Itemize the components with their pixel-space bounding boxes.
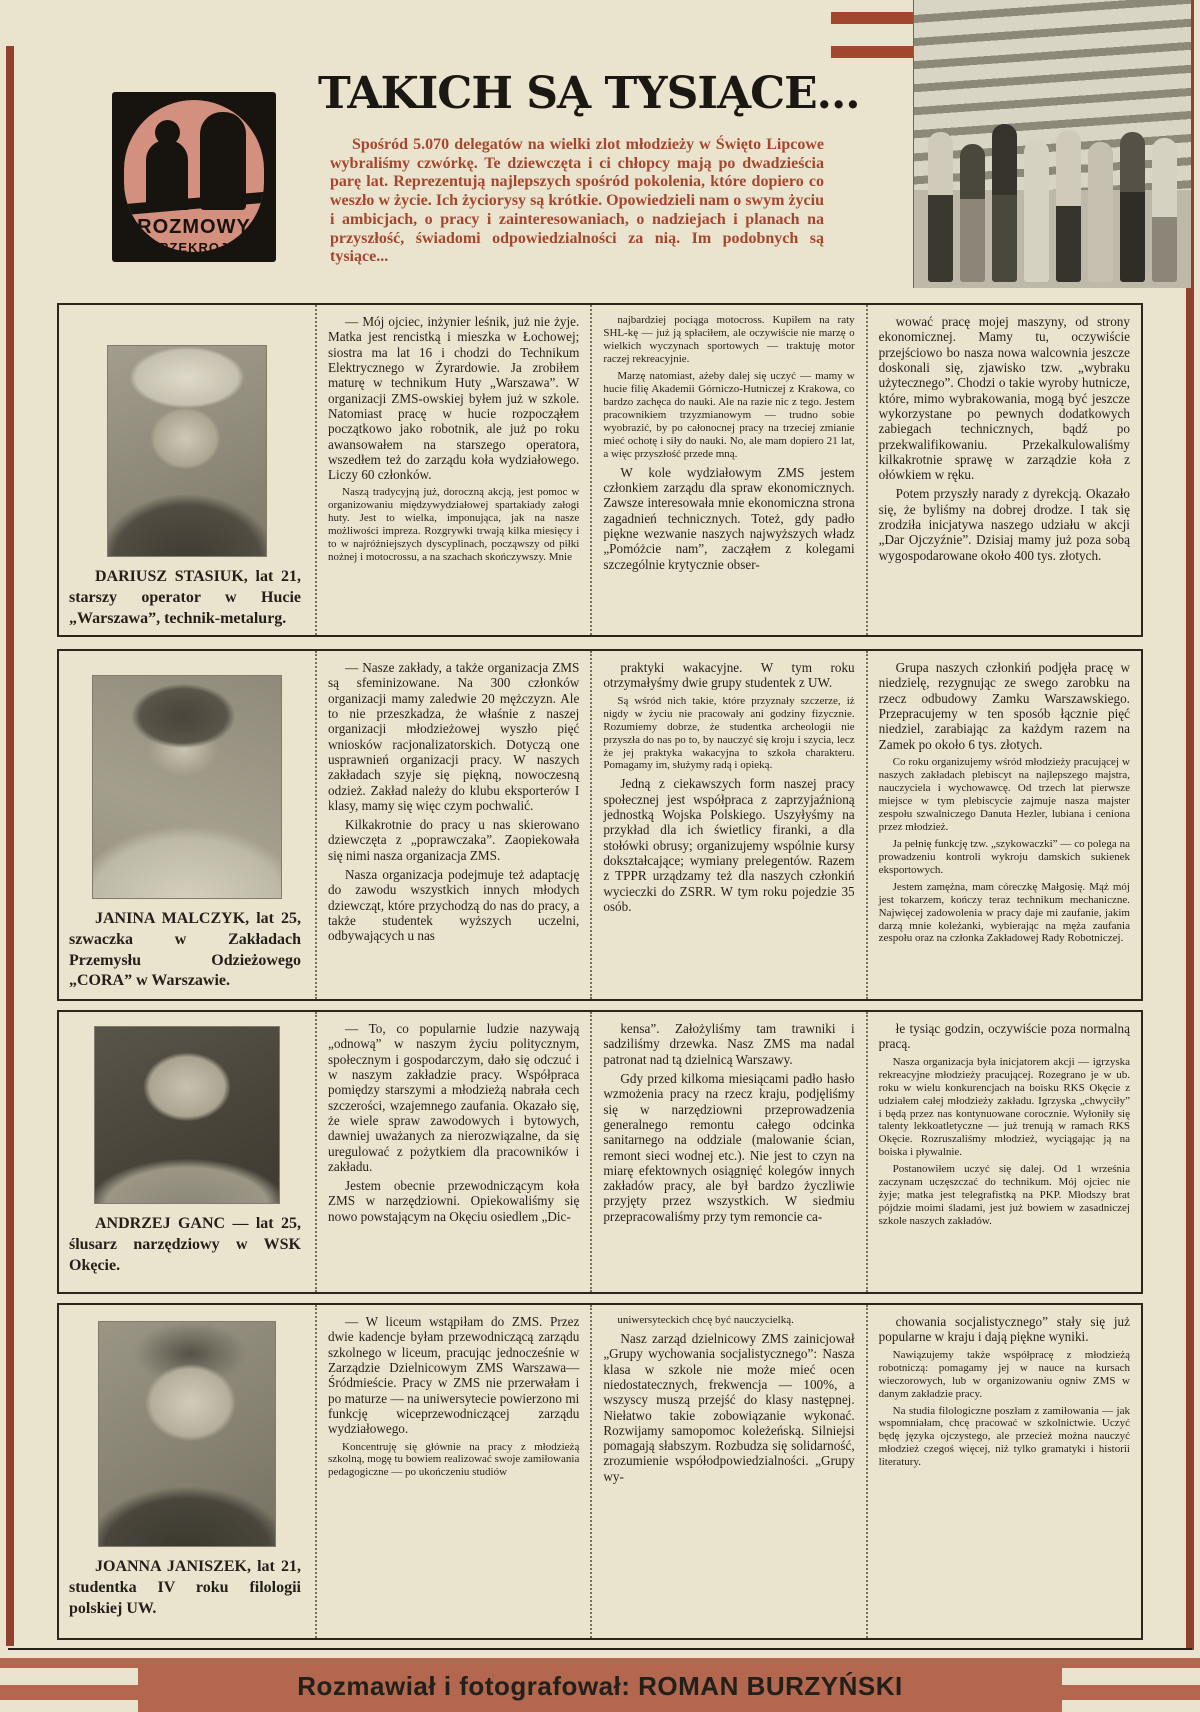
article-column (866, 1305, 1141, 1638)
article-column (315, 1305, 590, 1638)
article-paragraph: praktyki wakacyjne. W tym roku otrzymałyśmy dwie grupy studentek z UW. (603, 660, 855, 691)
article-paragraph: Nasza organizacja podejmuje też adaptację do zawodu wszystkich innych młodych dziewcząt, które przychodzą do nas do pracy, a także studentek wyższych uczelni, odbywających u nas (328, 867, 580, 944)
page-title: TAKICH SĄ TYSIĄCE... (318, 68, 860, 119)
article-paragraph: — Mój ojciec, inżynier leśnik, już nie żyje. Matka jest rencistką i mieszka w Łochowej; siostra ma lat 16 i chodzi do Technikum Elektrycznego w Żyrardowie. Ja zrobiłem maturę w technikum Huty „Warszawa”. W organizacji ZMS-owskiej byłem już w szkole. Natomiast pracę w hucie rozpocząłem początkowo jako robotnik, ale już po roku awansowałem na starszego operatora, wszedłem też do zarządu koła wydziałowego. Liczy 60 członków. (328, 314, 580, 483)
article-paragraph: Nasz zarząd dzielnicowy ZMS zainicjował „Grupy wychowania socjalistycznego”: Nasza klasa w szkole nie może mieć ocen niedostatecznych, frekwencja — 100%, a wszyscy muszą przejść do klasy następnej. Niełatwo takie zobowiązanie wykonać. Rozwijamy samopomoc koleżeńską. Silniejsi pomagają słabszym. Rozbudza się solidarność, zrozumienie współodpowiedzialności. „Grupy wy- (603, 1330, 855, 1484)
article-paragraph: Potem przyszły narady z dyrekcją. Okazało się, że byliśmy na dobrej drodze. I tak się zrodziła inicjatywa naszego udziału w akcji „Dar Ojczyźnie”. Dzisiaj mamy już poza sobą wygospodarowane około 400 tys. złotych. (878, 486, 1130, 563)
article-paragraph: Kilkakrotnie do pracy u nas skierowano dziewczęta z „poprawczaka”. Zaopiekowała się nimi nasza organizacja ZMS. (328, 817, 580, 863)
person-figure (1056, 130, 1081, 282)
article-paragraph: uniwersyteckich chcę być nauczycielką. (617, 1314, 794, 1326)
photo-caption: JANINA MALCZYK, lat 25, szwaczka w Zakładach Przemysłu Odzieżowego „CORA” w Warszawie. (69, 910, 301, 990)
credit-banner (0, 1658, 1200, 1712)
article-paragraph: kensa”. Założyliśmy tam trawniki i sadziliśmy drzewka. Nasz ZMS ma nadal patronat nad tą dzielnicą Warszawy. (603, 1021, 855, 1067)
person-figure (1024, 140, 1049, 282)
article-paragraph: Naszą tradycyjną już, doroczną akcją, jest pomoc w organizowaniu międzywydziałowej spartakiady załogi huty. Jest to wielka, imponująca, jak na nasze możliwości impreza. Rozgrywki trwają kilka miesięcy i to w najróżniejszych dyscyplinach, począwszy od piłki nożnej i motocrossu, a na szachach skończywszy. Mnie (328, 486, 580, 564)
article-paragraph: Co roku organizujemy wśród młodzieży pracującej w naszych zakładach plebiscyt na najlepszego majstra, nauczyciela i wychowawcę. Od trzech lat pierwsze miejsce w tym plebiscycie zajmuje nasza majster zespołu szwalniczego Danuta Hezler, lubiana i ceniona przez młodzież. (878, 755, 1130, 833)
person-figure (928, 132, 953, 282)
article-paragraph: łe tysiąc godzin, oczywiście poza normalną pracą. (878, 1021, 1130, 1052)
article-paragraph: Gdy przed kilkoma miesiącami padło hasło wzmożenia pracy na rzecz kraju, podjęliśmy się w narzędziowni przeprowadzenia generalnego remontu całego odcinka sanitarnego na oddziale (malowanie ścian, remont sieci wodnej etc.). Nie jest to czyn na miarę efektownych osiągnięć kolegów innych zakładów pracy, ale był bardzo życzliwie przyjęty przez wszystkich. W siedmiu przepracowaliśmy przy tym remoncie ca- (603, 1070, 855, 1224)
logo-text-rozmowy: ROZMOWY (137, 216, 251, 238)
article-column (866, 651, 1141, 999)
portrait-photo (94, 1026, 280, 1204)
portrait-photo (92, 675, 282, 899)
decorative-stripe (831, 12, 914, 24)
intro-paragraph: Spośród 5.070 delegatów na wielki zlot młodzieży w Święto Lipcowe wybraliśmy czwórkę. Te dziewczęta i ci chłopcy mają po dwadzieścia parę lat. Reprezentują najlepszych spośród pokolenia, które dopiero co weszło w życie. Ich życiorysy są krótkie. Opowiedzieli nam o swym życiu i ambicjach, o pracy i zainteresowaniach, o nadziejach i planach na przyszłość, świadomi odpowiedzialności za nią. Im podobnych są tysiące... (330, 136, 824, 266)
article-paragraph: — To, co popularnie ludzie nazywają „odnową” w naszym życiu politycznym, społecznym i gospodarczym, dało się odczuć i w naszym zakładzie pracy. Współpraca pomiędzy starszymi a młodzieżą nabrała cech szczerości, wzajemnego zaufania. Okazało się, że wiele spraw zawodowych i bytowych, dawniej uważanych za nierozwiązalne, da się uregulować z pożytkiem dla pracowników i zakładu. (328, 1021, 580, 1174)
interview-section-dariusz-stasiuk (57, 303, 1143, 637)
article-column (315, 1012, 590, 1292)
person-figure (1120, 132, 1145, 282)
article-paragraph: Marzę natomiast, ażeby dalej się uczyć — mamy w hucie filię Akademii Górniczo-Hutniczej z Krakowa, co bardzo zachęca do nauki. Ale na razie nic z tego. Jestem pracownikiem trzyzmianowym — trudno sobie wyobrazić, by po całonocnej pracy na trzeciej zmianie mieć ochotę i siły do nauki. No, ale mam dopiero 21 lat, a więc przyszłość przede mną. (603, 369, 855, 460)
rozmowy-przekroju-logo (112, 92, 276, 262)
article-column (590, 1012, 865, 1292)
page-frame-left-bar (6, 46, 14, 1646)
article-paragraph: Postanowiłem uczyć się dalej. Od 1 września zaczynam uczęszczać do technikum. Mój ojciec nie żyje; matka jest telegrafistką na PKP. Młodszy brat pójdzie moimi śladami, jest już bowiem w zasadniczej szkole naszych zakładów. (878, 1163, 1130, 1228)
article-column (590, 305, 865, 635)
bio-block (59, 1012, 315, 1292)
article-column (315, 305, 590, 635)
person-figure (992, 124, 1017, 282)
article-column (590, 651, 865, 999)
article-paragraph: Jestem obecnie przewodniczącym koła ZMS w narzędziowni. Opiekowaliśmy się nowo powstającym na Okęciu osiedlem „Dic- (328, 1178, 580, 1224)
interview-section-joanna-janiszek (57, 1303, 1143, 1640)
article-paragraph: Jedną z ciekawszych form naszej pracy społecznej jest współpraca z zaprzyjaźnioną jednostką Wojska Polskiego. Uszyłyśmy na przykład dla ich świetlicy firanki, a dla stołówki obrusy; organizujemy wspólnie kursy dokształcające; wymiany prelegentów. Razem z TPPR urządzamy też dla naszych członkiń wycieczki do ZSRR. W tym roku pojedzie 35 osób. (603, 776, 855, 914)
logo-desk-shape (124, 191, 264, 215)
group-photo (913, 0, 1191, 288)
article-column (315, 651, 590, 999)
article-paragraph: najbardziej pociąga motocross. Kupiłem na raty SHL-kę — już ją spłaciłem, ale oczywiście nie marzę o wielkich wyczynach sportowych — traktuję motor raczej rekreacyjnie. (603, 314, 855, 365)
portrait-photo (98, 1321, 276, 1547)
article-paragraph: Jestem zamężna, mam córeczkę Małgosię. Mąż mój jest tokarzem, kończy teraz technikum mechaniczne. Najwięcej zadowolenia w pracy daje mi zaufanie, jakim darzą mnie koleżanki, wybierając na męża zaufania zespołu oraz na członka Zakładowej Rady Robotniczej. (878, 880, 1130, 945)
article-paragraph: Na studia filologiczne poszłam z zamiłowania — jak wspomniałam, chcę pracować w szkolnictwie. Uczyć będę języka ojczystego, ale przecież można nauczyć młodzież czegoś więcej, niż tylko gramatyki i historii literatury. (878, 1404, 1130, 1469)
group-photo-figures (922, 107, 1183, 282)
article-paragraph: Nasza organizacja była inicjatorem akcji — igrzyska rekreacyjne młodzieży pracującej. Rozegrano je w ub. roku w wielu konkurencjach na boisku RKS Okęcie z udziałem całej młodzieży zakładu. Igrzyska „chwyciły” i będą przez nas kontynuowane corocznie. Wyłoniły się talenty lekkoatletyczne — już trenują w ramach RKS Okęcie. Rozruszaliśmy młodzież, wyciągając ją na boiska i pływalnie. (878, 1055, 1130, 1159)
person-figure (1088, 142, 1113, 282)
article-paragraph: Są wśród nich takie, które przyznały szczerze, iż nigdy w życiu nie pracowały ani godziny fizycznie. Rozumiemy dobrze, że studentka archeologii nie przyszła do nas po to, by nauczyć się kroju i szycia, lecz że jej praktyka wakacyjna to szkoła charakteru. Pomagamy im, służymy radą i opieką. (603, 694, 855, 772)
article-column (866, 305, 1141, 635)
article-column (866, 1012, 1141, 1292)
photo-caption: JOANNA JANISZEK, lat 21, studentka IV roku filologii polskiej UW. (69, 1558, 301, 1617)
bio-block (59, 1305, 315, 1638)
bio-block (59, 305, 315, 635)
article-paragraph: — Nasze zakłady, a także organizacja ZMS są sfeminizowane. Na 300 członków organizacji mamy zaledwie 20 mężczyzn. Ale to nie przeszkadza, że właśnie z naszej organizacji młodzieżowej wyszło pięć wniosków racjonalizatorskich. Dotyczą one usprawnień organizacji pracy. W naszych zakładach szyje się piękną, nowoczesną odzież. Zakład należy do klubu eksporterów I klasy, mamy się więc czym pochwalić. (328, 660, 580, 813)
article-paragraph: Ja pełnię funkcję tzw. „szykowaczki” — co polega na prowadzeniu kontroli wykroju damskich sukienek eksportowych. (878, 837, 1130, 876)
interview-section-andrzej-ganc (57, 1010, 1143, 1294)
photo-caption: DARIUSZ STASIUK, lat 21, starszy operator w Hucie „Warszawa”, technik-metalurg. (69, 568, 301, 627)
article-paragraph: W kole wydziałowym ZMS jestem członkiem zarządu dla spraw ekonomicznych. Zawsze interesowała mnie ekonomiczna strona zagadnień technicznych. Toteż, gdy padło piękne wezwanie naszych najwyższych władz „Pomóżcie nam”, zacząłem z kolegami szczególnie krytycznie obser- (603, 464, 855, 572)
interview-section-janina-malczyk (57, 649, 1143, 1001)
article-paragraph: Grupa naszych członkiń podjęła pracę w niedzielę, rezygnując ze swego zarobku na rzecz odbudowy Zamku Warszawskiego. Przepracujemy w ten sposób łącznie pięć niedziel, zarabiając za każdym razem na Zamek po około 6 tys. złotych. (878, 660, 1130, 752)
article-paragraph: — W liceum wstąpiłam do ZMS. Przez dwie kadencje byłam przewodniczącą zarządu szkolnego w liceum, pracując jednocześnie w Zarządzie Dzielnicowym ZMS Warszawa—Śródmieście. Pracy w ZMS nie przerwałam i po maturze — na uniwersytecie powierzono mi funkcję wiceprzewodniczącej zarządu wydziałowego. (328, 1314, 580, 1437)
credit-text: Rozmawiał i fotografował: ROMAN BURZYŃSKI (297, 1671, 903, 1701)
person-figure (1152, 138, 1177, 282)
article-paragraph: Nawiązujemy także współpracę z młodzieżą robotniczą: pomagamy jej w nauce na kursach wieczorowych, lub w organizowaniu ogniw ZMS w danym zakładzie pracy. (878, 1348, 1130, 1400)
logo-text-przekroju: „PRZEKROJU” (141, 240, 247, 255)
footer-rule (8, 1648, 1192, 1650)
bio-block (59, 651, 315, 999)
decorative-stripe (831, 46, 914, 58)
person-figure (960, 144, 985, 282)
article-paragraph: wować pracę mojej maszyny, od strony ekonomicznej. Mamy tu, oczywiście przejściowo bo nasza nowa walcownia jeszcze doskonali się, zjawisko tzw. „wybraku użytecznego”. Chodzi o takie wyroby hutnicze, które, mimo wybrakowania, mogą być jeszcze wykorzystane po pewnych dodatkowych zabiegach technicznych, bądź po przekwalifikowaniu. Przekalkulowaliśmy kilkakrotnie sprawę w zarządzie koła z ołówkiem w ręku. (878, 314, 1130, 483)
portrait-photo (107, 345, 267, 557)
photo-caption: ANDRZEJ GANC — lat 25, ślusarz narzędziowy w WSK Okęcie. (69, 1215, 301, 1274)
article-paragraph: Koncentruję się głównie na pracy z młodzieżą szkolną, mogę tu bowiem realizować swoje zamiłowania pedagogiczne — po ukończeniu studiów (328, 1440, 580, 1479)
article-column (590, 1305, 865, 1638)
article-paragraph: chowania socjalistycznego” stały się już popularne w kraju i dają piękne wyniki. (878, 1314, 1130, 1345)
